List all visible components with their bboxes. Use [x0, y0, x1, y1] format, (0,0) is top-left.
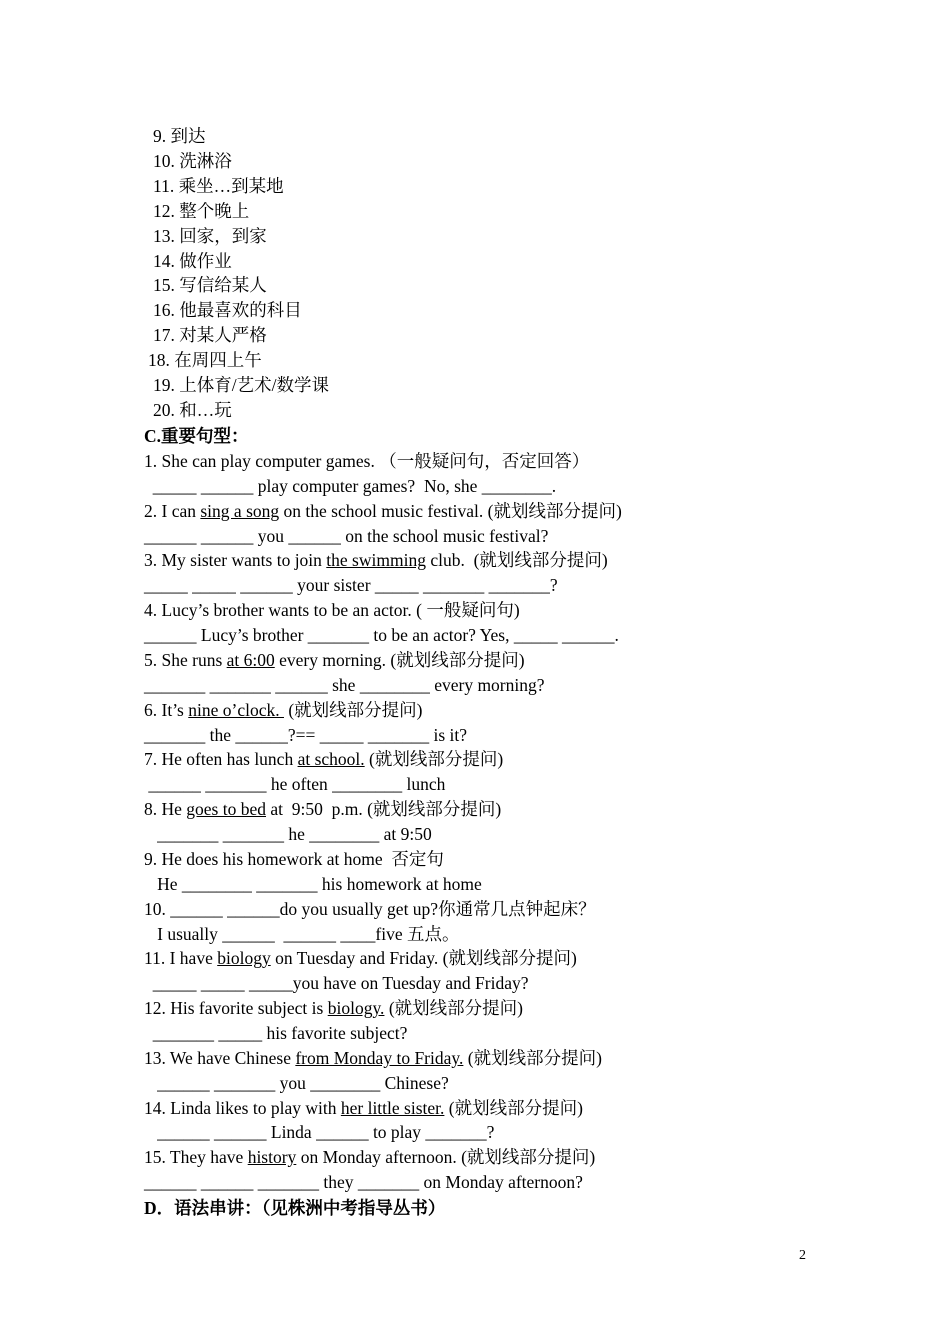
sentence-line: [144, 674, 545, 696]
sentence-line: [144, 773, 445, 795]
underlined-phrase: biology: [217, 948, 271, 969]
section-d-heading: D．语法串讲：（见株洲中考指导丛书）: [144, 1198, 446, 1218]
sentence-text: _____ _____ ______ your sister _____ _______ _______?: [144, 575, 558, 596]
sentence-line: [144, 624, 619, 646]
sentence-text: 14. Linda likes to play with: [144, 1097, 341, 1118]
sentence-text: 12. His favorite subject is: [144, 998, 328, 1019]
sentence-line: [144, 997, 523, 1019]
vocab-item: 14. 做作业: [153, 250, 232, 271]
sentence-instruction: (就划线部分提问): [283, 699, 423, 720]
underlined-phrase: from Monday to Friday.: [295, 1047, 464, 1068]
sentence-text: ______ _______ he often ________ lunch: [144, 774, 446, 795]
vocab-item: 19. 上体育/艺术/数学课: [153, 375, 329, 395]
sentence-instruction: (就划线部分提问): [384, 998, 523, 1019]
sentence-text: _______ the ______?== _____ _______ is it?: [144, 724, 468, 745]
sentence-text: 15. They have: [144, 1147, 248, 1168]
vocab-item: 13. 回家，到家: [153, 225, 267, 246]
sentence-line: [144, 549, 608, 571]
underlined-phrase: at 6:00: [226, 649, 275, 670]
sentence-instruction: on Tuesday and Friday. (就划线部分提问): [270, 948, 577, 969]
sentence-instruction: (就划线部分提问): [444, 1097, 583, 1118]
sentence-text: 6. It’s: [144, 699, 189, 720]
underlined-phrase: her little sister.: [340, 1097, 445, 1118]
sentence-text: 2. I can: [144, 500, 201, 521]
sentence-line: [144, 475, 556, 497]
vocab-item: 15. 写信给某人: [153, 275, 267, 296]
vocab-item: 9. 到达: [153, 126, 206, 146]
sentence-text: 13. We have Chinese: [144, 1047, 296, 1068]
sentence-line: [144, 1047, 602, 1069]
sentence-line: [144, 823, 432, 845]
sentence-text: 8. He: [144, 799, 187, 820]
sentence-instruction: every morning. (就划线部分提问): [274, 649, 525, 670]
vocab-item: 12. 整个晚上: [153, 200, 250, 221]
sentence-text: _______ _______ ______ she ________ every morning?: [144, 674, 545, 695]
underlined-phrase: sing a song: [200, 500, 280, 521]
sentence-line: [144, 649, 525, 671]
sentence-instruction: (就划线部分提问): [463, 1047, 602, 1068]
section-c-heading: C.重要句型：: [144, 426, 249, 446]
sentence-line: [144, 699, 423, 721]
sentence-text: ______ ______ Linda ______ to play _______?: [144, 1122, 495, 1143]
sentence-text: 10. ______ ______do you usually get up?你通常几点钟起床？: [144, 898, 596, 919]
sentence-line: [144, 1022, 407, 1044]
sentence-instruction: on the school music festival. (就划线部分提问): [279, 500, 622, 521]
sentence-line: [144, 1121, 494, 1143]
sentence-text: ______ ______ you ______ on the school music festival?: [144, 525, 549, 546]
underlined-phrase: at school.: [297, 749, 365, 770]
sentence-text: _______ _______ he ________ at 9:50: [144, 824, 432, 845]
underlined-phrase: history: [247, 1147, 297, 1168]
sentence-line: [144, 972, 529, 994]
sentence-line: [144, 1171, 583, 1193]
underlined-phrase: goes to bed: [186, 799, 266, 820]
sentence-line: [144, 500, 622, 522]
vocab-item: 10. 洗淋浴: [153, 150, 232, 171]
sentence-instruction: on Monday afternoon. (就划线部分提问): [296, 1147, 596, 1168]
sentence-instruction: club. (就划线部分提问): [425, 550, 608, 571]
sentence-instruction: (就划线部分提问): [364, 749, 504, 770]
vocab-item: 17. 对某人严格: [153, 325, 267, 346]
sentence-line: [144, 1146, 595, 1168]
sentence-line: [144, 873, 482, 895]
sentence-line: [144, 1072, 449, 1094]
sentence-line: [144, 748, 503, 770]
sentence-line: [144, 848, 444, 870]
sentence-text: ______ Lucy’s brother _______ to be an actor? Yes, _____ ______.: [144, 625, 619, 646]
sentence-text: 9. He does his homework at home 否定句: [144, 848, 444, 869]
page-number: 2: [799, 1248, 806, 1263]
underlined-phrase: nine o’clock.: [188, 699, 284, 720]
sentence-line: [144, 1097, 583, 1119]
sentence-text: 4. Lucy’s brother wants to be an actor. ( 一般疑问句): [144, 600, 520, 621]
sentence-line: [144, 798, 501, 820]
sentence-line: [144, 947, 577, 969]
sentence-line: [144, 525, 548, 547]
sentence-instruction: at 9:50 p.m. (就划线部分提问): [266, 799, 502, 820]
vocab-item: 11. 乘坐…到某地: [153, 175, 284, 196]
sentence-line: [144, 923, 459, 945]
vocab-item: 16. 他最喜欢的科目: [153, 300, 302, 321]
sentence-line: [144, 724, 467, 746]
sentence-text: I usually ______ ______ ____five 五点。: [144, 923, 460, 944]
sentence-text: 5. She runs: [144, 649, 227, 670]
underlined-phrase: the swimming: [326, 550, 426, 571]
sentence-text: _____ ______ play computer games? No, she ________.: [144, 475, 557, 496]
sentence-text: 3. My sister wants to join: [144, 550, 327, 571]
sentence-text: _____ _____ _____you have on Tuesday and Friday?: [144, 973, 529, 994]
underlined-phrase: biology.: [327, 998, 385, 1019]
sentence-line: [144, 599, 520, 621]
sentence-text: ______ ______ _______ they _______ on Monday afternoon?: [144, 1172, 583, 1193]
sentence-text: ______ _______ you ________ Chinese?: [144, 1072, 449, 1093]
sentence-line: [144, 898, 596, 920]
sentence-line: [144, 450, 589, 472]
sentence-text: 1. She can play computer games. （一般疑问句，否定回答）: [144, 451, 590, 471]
vocab-item: 18. 在周四上午: [148, 350, 262, 371]
sentence-text: He ________ _______ his homework at home: [144, 873, 482, 894]
sentence-line: [144, 574, 558, 596]
vocab-item: 20. 和…玩: [153, 399, 232, 420]
sentence-text: 11. I have: [144, 948, 218, 969]
sentence-text: _______ _____ his favorite subject?: [144, 1023, 408, 1043]
sentence-text: 7. He often has lunch: [144, 749, 298, 770]
